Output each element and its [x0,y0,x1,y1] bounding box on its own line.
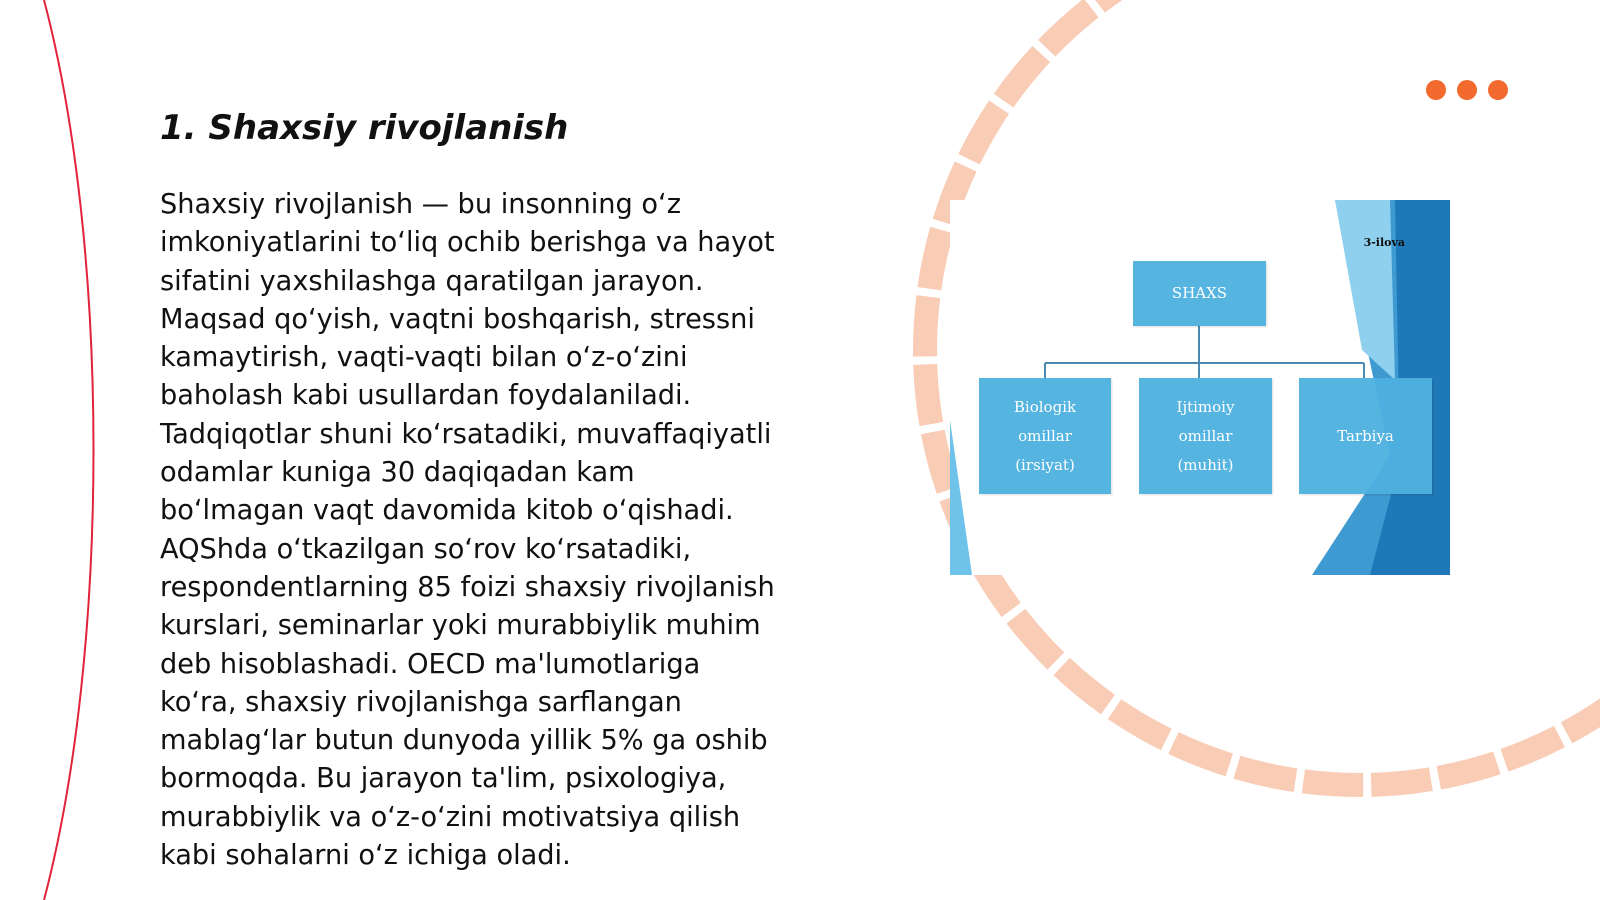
box-line: Biologik [1013,397,1077,416]
child-box-tarbiya [1299,378,1432,494]
body-line: imkoniyatlarini toʻliq ochib berishga va hayot [160,227,775,259]
orange-dot [1488,80,1508,100]
box-line: Tarbiya [1337,426,1394,445]
menu-dots-decoration [1426,80,1508,100]
box-line: Ijtimoiy [1176,397,1235,416]
orange-dot [1426,80,1446,100]
body-line: kurslari, seminarlar yoki murabbiylik muhim [160,610,761,642]
figure-label: 3-ilova [1363,236,1405,249]
child-box-biologik [979,378,1111,494]
body-line: Tadqiqotlar shuni koʻrsatadiki, muvaffaqiyatli [160,418,772,450]
box-line: omillar [1018,426,1072,445]
left-red-curve [44,0,94,900]
body-line: boʻlmagan vaqt davomida kitob oʻqishadi. [160,495,734,527]
orange-dot [1457,80,1477,100]
box-line: (muhit) [1177,455,1234,474]
blue-strip-left [950,420,972,575]
box-line: (irsiyat) [1015,455,1075,474]
body-line: baholash kabi usullardan foydalaniladi. [160,380,692,412]
body-line: Maqsad qoʻyish, vaqtni boshqarish, stressni [160,303,755,335]
body-line: kamaytirish, vaqti-vaqti bilan oʻz-oʻzini [160,342,688,374]
body-line: AQShda oʻtkazilgan soʻrov koʻrsatadiki, [160,533,692,565]
root-box-label: SHAXS [1171,284,1228,302]
body-line: murabbiylik va oʻz-oʻzini motivatsiya qilish [160,801,741,833]
body-line: deb hisoblashadi. OECD ma'lumotlariga [160,648,701,680]
body-line: kabi sohalarni oʻz ichiga oladi. [160,840,571,872]
box-line: omillar [1178,426,1233,445]
body-line: odamlar kuniga 30 daqiqadan kam [160,457,635,489]
slide-title: 1. Shaxsiy rivojlanish [160,108,569,148]
body-line: koʻra, shaxsiy rivojlanishga sarflangan [160,686,682,718]
body-line: Shaxsiy rivojlanish — bu insonning oʻz [160,189,681,220]
body-line: sifatini yaxshilashga qaratilgan jarayon. [160,265,704,297]
body-line: bormoqda. Bu jarayon ta'lim, psixologiya, [160,763,727,795]
root-box [1133,261,1266,326]
body-line: respondentlarning 85 foizi shaxsiy rivojlanish [160,571,775,603]
hierarchy-diagram-image [950,200,1450,575]
body-line: mablagʻlar butun dunyoda yillik 5% ga oshib [160,725,768,757]
slide-body-text [160,186,850,875]
blue-strip-light [1335,200,1395,380]
child-box-ijtimoiy [1139,378,1272,494]
